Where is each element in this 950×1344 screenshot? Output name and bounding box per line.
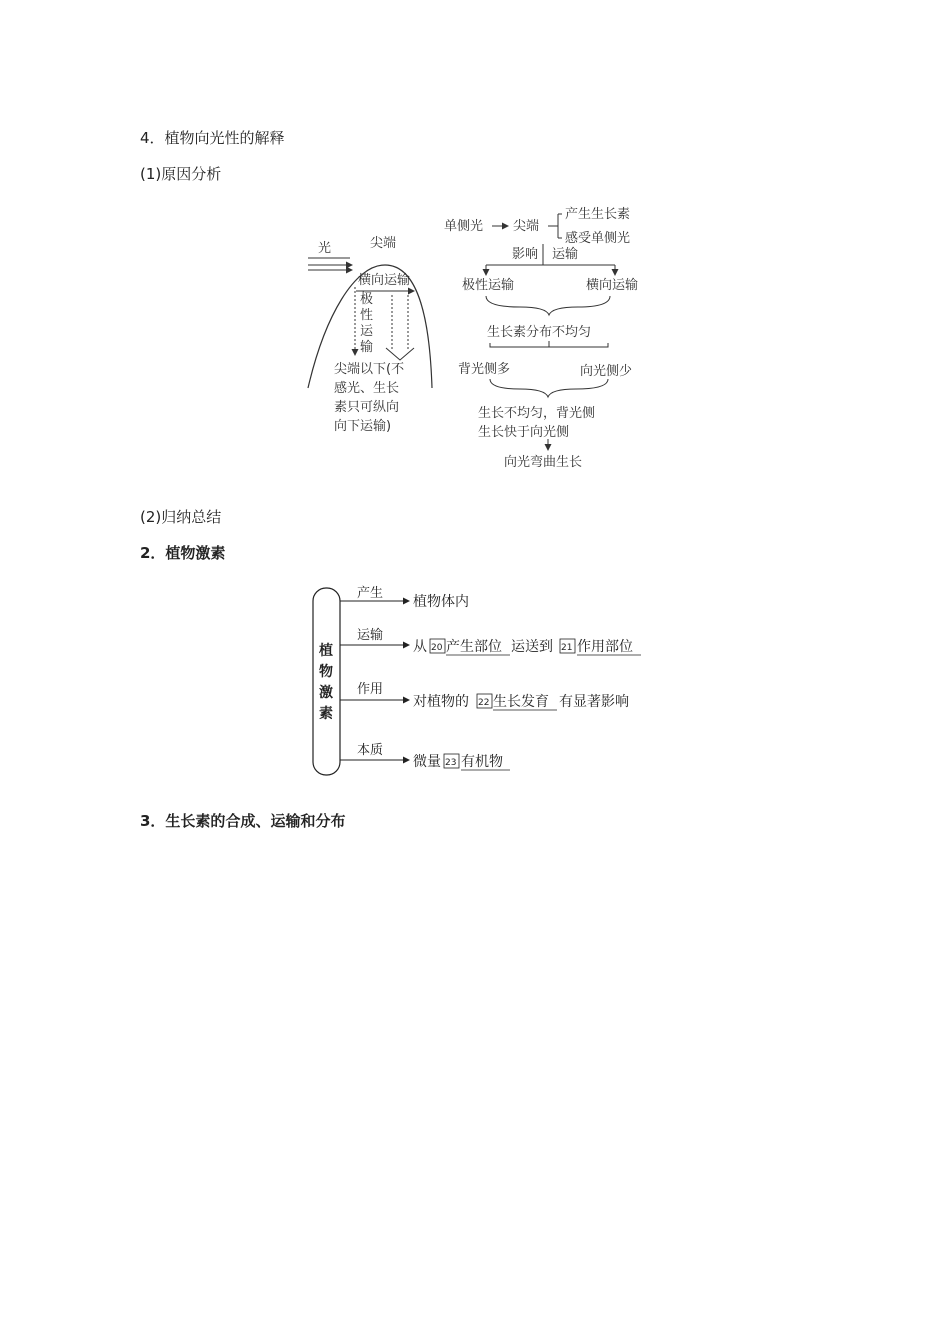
center-char: 植 — [319, 643, 333, 659]
transverse-transport-node: 横向运输 — [586, 278, 639, 293]
blank-number: 23 — [445, 758, 457, 768]
growth-line: 生长快于向光侧 — [478, 425, 570, 440]
unilateral-light: 单侧光 — [444, 219, 484, 234]
answer-text: 作用部位 — [577, 639, 633, 655]
blank-number: 21 — [561, 643, 573, 653]
center-capsule — [313, 588, 340, 775]
subsection-1-label: (1)原因分析 — [140, 165, 222, 183]
row-produce-text: 植物体内 — [413, 594, 469, 610]
below-tip-line: 素只可纵向 — [334, 400, 400, 415]
polar-char: 运 — [360, 324, 374, 339]
row-function-prefix: 对植物的 — [413, 694, 469, 710]
answer-text: 产生部位 — [446, 639, 502, 655]
light-label: 光 — [318, 241, 332, 256]
light-side-less: 向光侧少 — [580, 364, 633, 379]
sense-light: 感受单侧光 — [565, 231, 631, 246]
branch-nature: 本质 — [357, 743, 384, 758]
section-2-heading: 2．植物激素 — [140, 544, 226, 562]
center-char: 素 — [319, 706, 333, 722]
blank-number: 20 — [431, 643, 443, 653]
row-transport-prefix: 从 — [413, 639, 427, 655]
center-char: 物 — [319, 664, 333, 680]
polar-char: 输 — [360, 340, 374, 355]
transverse-transport-label: 横向运输 — [358, 273, 411, 288]
row-transport-mid: 运送到 — [511, 639, 553, 655]
section-4-heading: 4．植物向光性的解释 — [140, 129, 285, 147]
polar-char: 性 — [360, 308, 374, 323]
phototropism-diagram — [300, 195, 660, 480]
tip-label: 尖端 — [370, 236, 397, 251]
tip-node: 尖端 — [513, 219, 540, 234]
transport-label: 运输 — [552, 247, 579, 262]
produce-auxin: 产生生长素 — [565, 207, 631, 222]
result-node: 向光弯曲生长 — [504, 455, 583, 470]
answer-text: 有机物 — [461, 754, 503, 770]
blank-number: 22 — [478, 698, 490, 708]
plant-hormone-diagram — [305, 580, 655, 780]
uneven-distribution: 生长素分布不均匀 — [487, 325, 592, 340]
row-nature-prefix: 微量 — [413, 754, 441, 770]
section-3-heading: 3．生长素的合成、运输和分布 — [140, 812, 346, 830]
below-tip-line: 感光、生长 — [334, 381, 400, 396]
branch-produce: 产生 — [357, 586, 384, 601]
row-function-mid: 有显著影响 — [559, 694, 629, 710]
branch-transport: 运输 — [357, 628, 384, 643]
below-tip-line: 尖端以下(不 — [334, 362, 405, 377]
polar-char: 极 — [360, 292, 374, 307]
center-char: 激 — [319, 685, 333, 701]
back-side-more: 背光侧多 — [458, 362, 511, 377]
growth-line: 生长不均匀，背光侧 — [478, 406, 596, 421]
answer-text: 生长发育 — [493, 694, 549, 710]
below-tip-line: 向下运输) — [334, 419, 392, 434]
subsection-2-label: (2)归纳总结 — [140, 508, 222, 526]
branch-function: 作用 — [357, 682, 384, 697]
polar-transport-node: 极性运输 — [462, 278, 515, 293]
affect-label: 影响 — [512, 247, 539, 262]
